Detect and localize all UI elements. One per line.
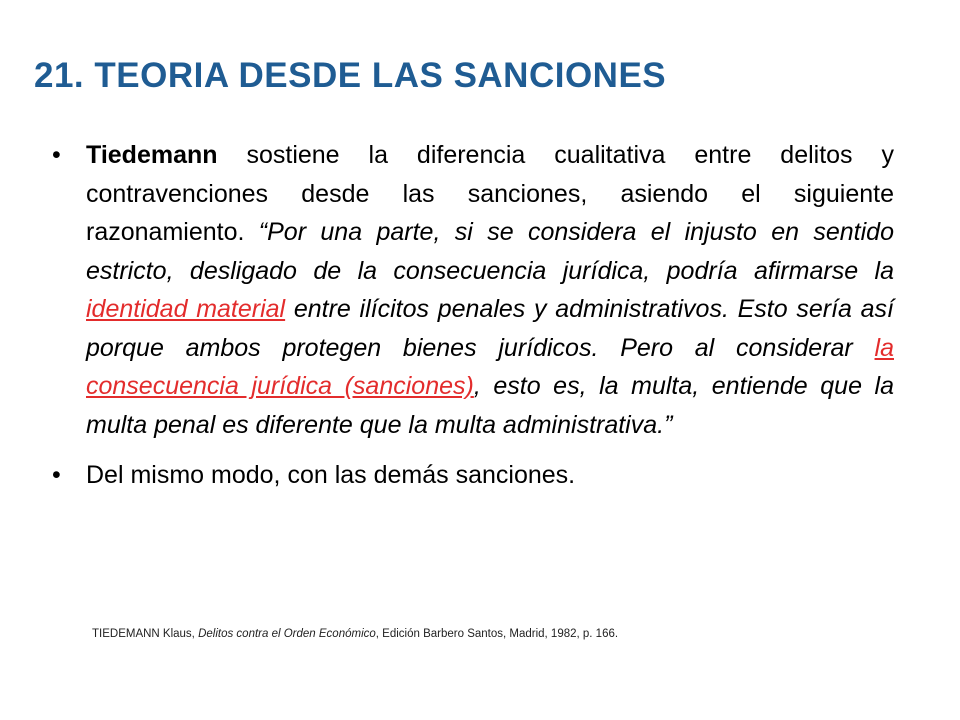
slide-title: 21. TEORIA DESDE LAS SANCIONES — [34, 56, 667, 95]
citation-author: TIEDEMANN Klaus, — [92, 628, 199, 640]
bullet-item-tiedemann — [52, 136, 894, 444]
quote-text: , esto es, la multa, entiende que la multa penal es diferente que la multa administrativa.” — [86, 372, 894, 439]
highlight-identidad-material: identidad material — [86, 295, 286, 323]
bullet-text: sostiene la diferencia cualitativa entre delitos y contravenciones desde las sanciones, asiendo el siguiente razonamiento. — [86, 141, 894, 246]
bullet-marker: • — [52, 141, 61, 169]
bullet-list — [52, 136, 894, 495]
bullet-body — [86, 136, 894, 444]
citation-work: Delitos contra el Orden Económico — [198, 628, 376, 640]
citation — [92, 628, 618, 640]
author-name: Tiedemann — [86, 141, 218, 169]
quote-text: entre ilícitos penales y administrativos. Esto sería así porque ambos protegen bienes jurídicos. Pero al considerar — [86, 295, 895, 362]
bullet-marker: • — [52, 461, 61, 489]
quote-text: “Por una parte, si se considera el injusto en sentido estricto, desligado de la consecuencia jurídica, podría afirmarse la — [86, 218, 894, 285]
citation-details: , Edición Barbero Santos, Madrid, 1982, p. 166. — [375, 628, 619, 640]
highlight-consecuencia-juridica: la consecuencia jurídica (sanciones) — [86, 333, 894, 400]
bullet-text: Del mismo modo, con las demás sanciones. — [86, 461, 576, 489]
bullet-item-demas-sanciones — [52, 456, 894, 495]
